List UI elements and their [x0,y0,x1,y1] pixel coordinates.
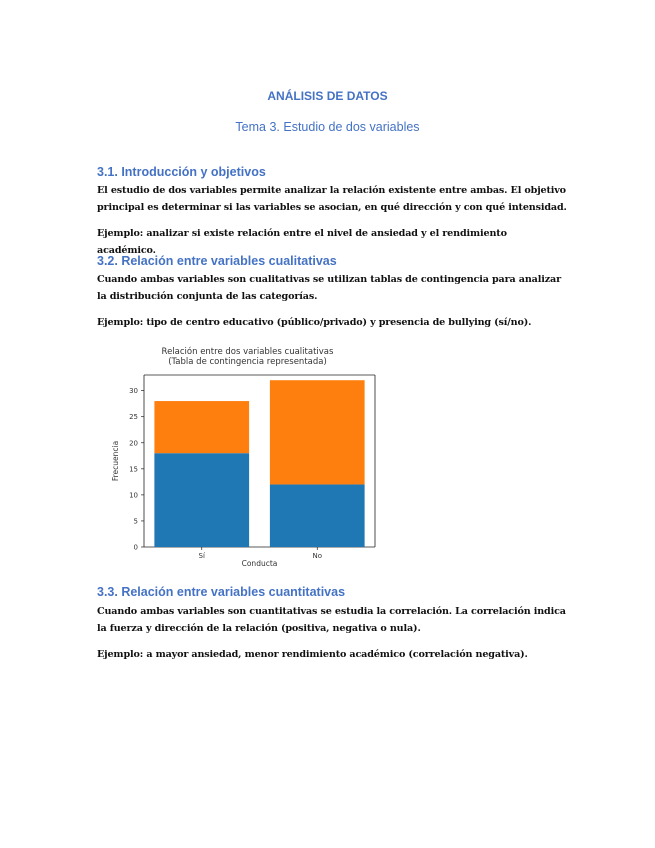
y-tick-label: 10 [129,491,138,500]
document-title: ANÁLISIS DE DATOS [267,89,388,103]
chart-title-line: (Tabla de contingencia representada) [168,357,327,367]
bar-inferior-0 [154,453,249,547]
paragraph-qualitative: Cuando ambas variables son cualitativas se utilizan tablas de contingencia para analizar la distribución conjunta de las categorías. [97,274,562,302]
x-tick-label: No [312,552,323,560]
section-heading-intro: 3.1. Introducción y objetivos [97,165,266,179]
bar-superior-1 [270,380,365,484]
x-axis-label: Conducta [241,559,278,568]
y-tick-label: 0 [133,543,138,552]
bar-superior-0 [154,401,249,453]
chart-title-line: Relación entre dos variables cualitativas [161,347,334,357]
paragraph-intro-example: Ejemplo: analizar si existe relación entre el nivel de ansiedad y el rendimiento académico. [97,228,507,256]
paragraph-intro: El estudio de dos variables permite analizar la relación existente entre ambas. El objetivo principal es determinar si las variables se asocian, en qué dirección y con qué intensidad. [97,185,567,213]
y-tick-label: 25 [129,413,138,422]
bar-inferior-1 [270,484,365,547]
y-tick-label: 20 [129,439,138,448]
section-heading-quantitative: 3.3. Relación entre variables cuantitativas [97,585,346,599]
paragraph-qualitative-example: Ejemplo: tipo de centro educativo (público/privado) y presencia de bullying (sí/no). [97,317,532,328]
x-tick-label: Sí [198,552,205,560]
y-axis-label: Frecuencia [111,440,120,482]
paragraph-quantitative: Cuando ambas variables son cuantitativas se estudia la correlación. La correlación indica la fuerza y dirección de la relación (positiva, negativa o nula). [97,606,566,634]
paragraph-quantitative-example: Ejemplo: a mayor ansiedad, menor rendimiento académico (correlación negativa). [97,649,528,660]
y-tick-label: 30 [129,387,138,396]
document-subtitle: Tema 3. Estudio de dos variables [235,120,420,134]
stacked-bar-chart [108,343,383,573]
y-tick-label: 15 [129,465,138,474]
y-tick-label: 5 [133,517,138,526]
section-heading-qualitative: 3.2. Relación entre variables cualitativas [97,254,337,268]
